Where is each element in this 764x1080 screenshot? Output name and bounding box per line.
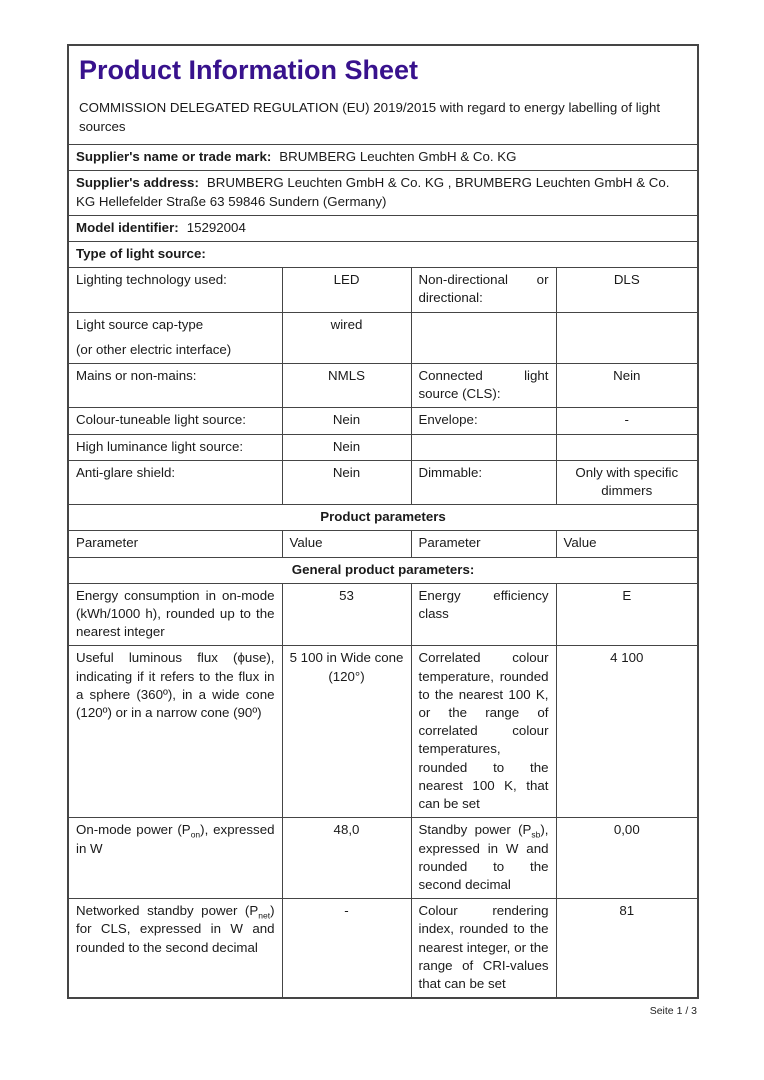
param-label: Non-directional or directional:	[411, 268, 556, 312]
column-header: Parameter	[68, 531, 282, 557]
model-identifier-cell	[68, 215, 698, 241]
param-value: 53	[282, 583, 411, 646]
empty-cell	[411, 312, 556, 363]
param-label	[411, 818, 556, 899]
empty-cell	[556, 434, 698, 460]
param-value: E	[556, 583, 698, 646]
parameters-header-row	[68, 505, 698, 531]
param-value: Nein	[282, 408, 411, 434]
param-label: Envelope:	[411, 408, 556, 434]
param-value: 48,0	[282, 818, 411, 899]
column-header-row	[68, 531, 698, 557]
empty-cell	[411, 434, 556, 460]
param-value: Nein	[282, 434, 411, 460]
param-value: 0,00	[556, 818, 698, 899]
table-row	[68, 408, 698, 434]
table-row	[68, 646, 698, 818]
param-label: Dimmable:	[411, 460, 556, 504]
table-row	[68, 899, 698, 999]
table-row	[68, 460, 698, 504]
title-cell	[68, 45, 698, 145]
table-row	[68, 268, 698, 312]
cap-type-line1: Light source cap-type	[76, 316, 204, 332]
param-label: Mains or non-mains:	[68, 364, 282, 408]
column-header: Value	[556, 531, 698, 557]
page-title: Product Information Sheet	[79, 55, 419, 85]
param-label: Energy consumption in on-mode (kWh/1000 h), rounded up to the nearest integer	[68, 583, 282, 646]
label-text: ), expressed in W	[76, 822, 275, 856]
param-value: NMLS	[282, 364, 411, 408]
page-number: Seite 1 / 3	[649, 1005, 697, 1017]
subscript-text: net	[258, 910, 271, 921]
model-identifier-value: 15292004	[186, 219, 246, 235]
supplier-name-row	[68, 145, 698, 171]
supplier-address-label: Supplier's address:	[76, 175, 199, 191]
label-text: Standby power (P	[418, 822, 532, 838]
param-label: Correlated colour temperature, rounded to the nearest 100 K, or the range of correlated colour temperatures, rounded to the nearest 100 K, that can be set	[411, 646, 556, 818]
param-value: -	[556, 408, 698, 434]
supplier-address-cell	[68, 171, 698, 215]
param-label	[68, 818, 282, 899]
param-value: Nein	[282, 460, 411, 504]
label-text: ), expressed in W and rounded to the second decimal	[418, 822, 549, 892]
title-row	[68, 45, 698, 145]
supplier-name-label: Supplier's name or trade mark:	[76, 149, 272, 165]
product-info-table	[67, 44, 699, 999]
param-label: Energy efficiency class	[411, 583, 556, 646]
table-row	[68, 312, 698, 363]
supplier-name-cell	[68, 145, 698, 171]
type-section-header-row	[68, 242, 698, 268]
param-value: LED	[282, 268, 411, 312]
column-header: Value	[282, 531, 411, 557]
column-header: Parameter	[411, 531, 556, 557]
param-label: Colour-tuneable light source:	[68, 408, 282, 434]
param-value: -	[282, 899, 411, 999]
general-parameters-subheader: General product parameters:	[68, 557, 698, 583]
param-value: 4 100	[556, 646, 698, 818]
general-parameters-header-row	[68, 557, 698, 583]
label-text: Networked standby power (P	[76, 903, 259, 919]
subscript-text: on	[190, 829, 201, 840]
table-row	[68, 364, 698, 408]
subscript-text: sb	[531, 829, 541, 840]
type-section-header: Type of light source:	[68, 242, 698, 268]
cap-type-line2: (or other electric interface)	[76, 341, 232, 357]
param-value: wired	[282, 312, 411, 363]
table-row	[68, 583, 698, 646]
supplier-address-value: BRUMBERG Leuchten GmbH & Co. KG , BRUMBERG Leuchten GmbH & Co. KG Hellefelder Straße 63 59846 Sundern (Germany)	[76, 175, 670, 209]
param-label: Useful luminous flux (ϕuse), indicating if it refers to the flux in a sphere (360º), in a wide cone (120º) or in a narrow cone (90º)	[68, 646, 282, 818]
param-label: Anti-glare shield:	[68, 460, 282, 504]
param-value: Nein	[556, 364, 698, 408]
regulation-text: COMMISSION DELEGATED REGULATION (EU) 2019/2015 with regard to energy labelling of light sources	[79, 99, 661, 134]
table-row	[68, 818, 698, 899]
parameters-section-header: Product parameters	[68, 505, 698, 531]
param-label	[68, 312, 282, 363]
param-label: Lighting technology used:	[68, 268, 282, 312]
supplier-name-value: BRUMBERG Leuchten GmbH & Co. KG	[279, 149, 517, 165]
param-label: Connected light source (CLS):	[411, 364, 556, 408]
param-label	[68, 899, 282, 999]
supplier-address-row	[68, 171, 698, 215]
empty-cell	[556, 312, 698, 363]
model-identifier-label: Model identifier:	[76, 219, 179, 235]
param-value: Only with specific dimmers	[556, 460, 698, 504]
param-value: 5 100 in Wide cone (120°)	[282, 646, 411, 818]
label-text: ) for CLS, expressed in W and rounded to the second decimal	[76, 903, 275, 955]
param-value: 81	[556, 899, 698, 999]
label-text: On-mode power (P	[76, 822, 191, 838]
param-label: High luminance light source:	[68, 434, 282, 460]
model-identifier-row	[68, 215, 698, 241]
table-row	[68, 434, 698, 460]
param-value: DLS	[556, 268, 698, 312]
param-label: Colour rendering index, rounded to the nearest integer, or the range of CRI-values that can be set	[411, 899, 556, 999]
